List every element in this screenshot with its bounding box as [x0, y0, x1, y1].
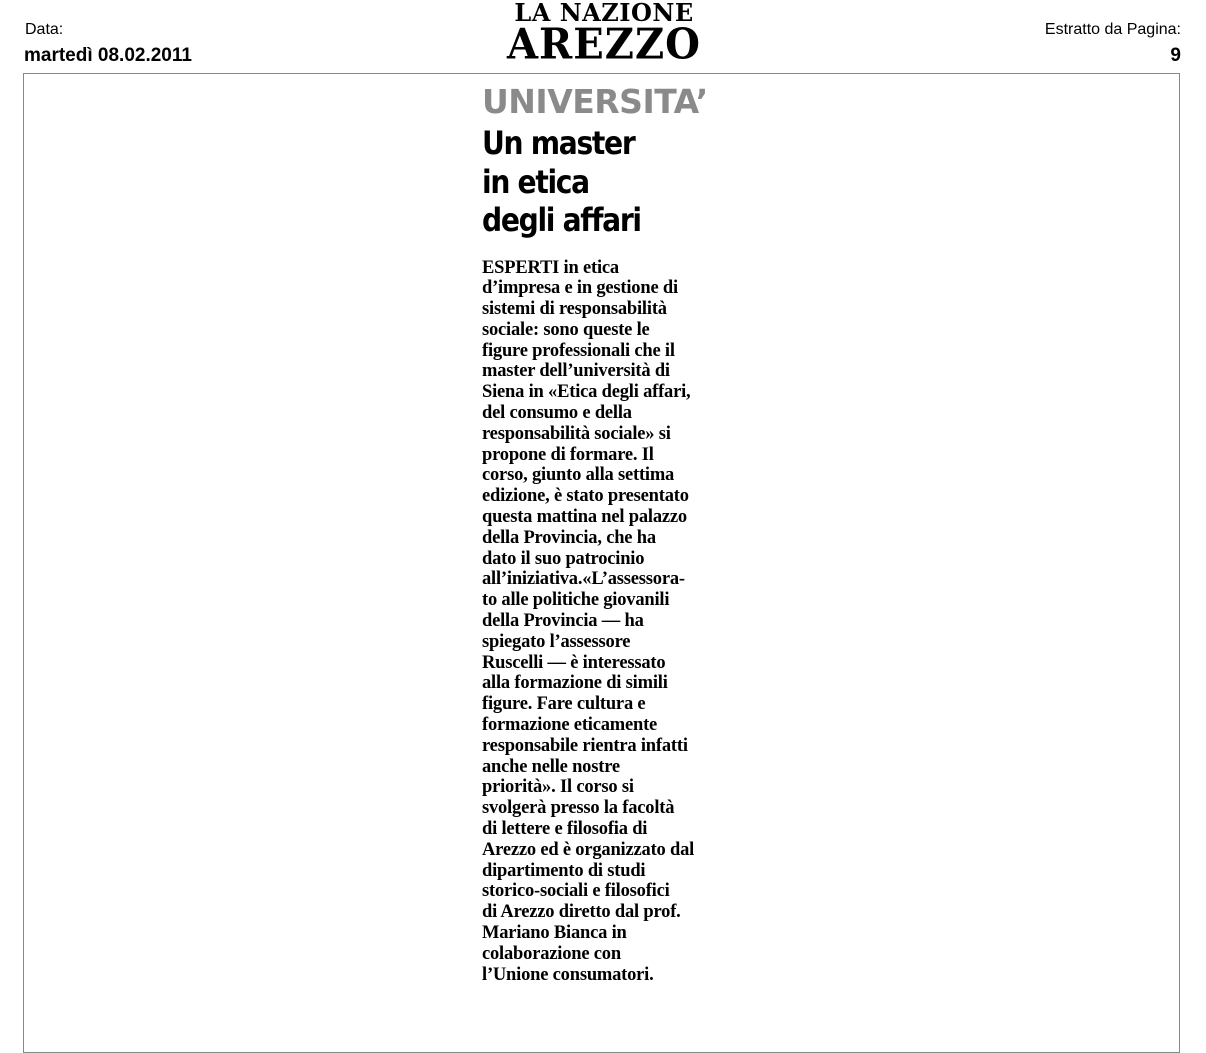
masthead-city: AREZZO [506, 19, 701, 70]
article-kicker: UNIVERSITA’ [482, 82, 708, 121]
newspaper-masthead [496, 0, 712, 70]
article-body: ESPERTI in etica d’impresa e in gestione di sistemi di responsabilità sociale: sono queste le figure professionali che il master dell’università di Siena in «Etica degli affari, del consumo e della responsabilità sociale» si propone di formare. Il corso, giunto alla settima edizione, è stato presentato questa mattina nel palazzo della Provincia, che ha dato il suo patrocinio all’iniziativa.«L’assessora- to alle politiche giovanili della Provincia — ha spiegato l’assessore Ruscelli — è interessato alla formazione di simili figure. Fare cultura e formazione eticamente responsabile rientra infatti anche nelle nostre priorità». Il corso si svolgerà presso la facoltà di lettere e filosofia di Arezzo ed è organizzato dal dipartimento di studi storico-sociali e filosofici di Arezzo diretto dal prof. Mariano Bianca in colaborazione con l’Unione consumatori. [482, 257, 695, 985]
article [482, 84, 732, 985]
article-headline: Un master in etica degli affari [482, 124, 641, 239]
date-label: Data: [25, 21, 64, 38]
masthead-name: LA NAZIONE [514, 0, 694, 27]
page-label: Estratto da Pagina: [1044, 21, 1181, 38]
date-value: martedì 08.02.2011 [24, 45, 192, 66]
page-number: 9 [1170, 45, 1181, 66]
